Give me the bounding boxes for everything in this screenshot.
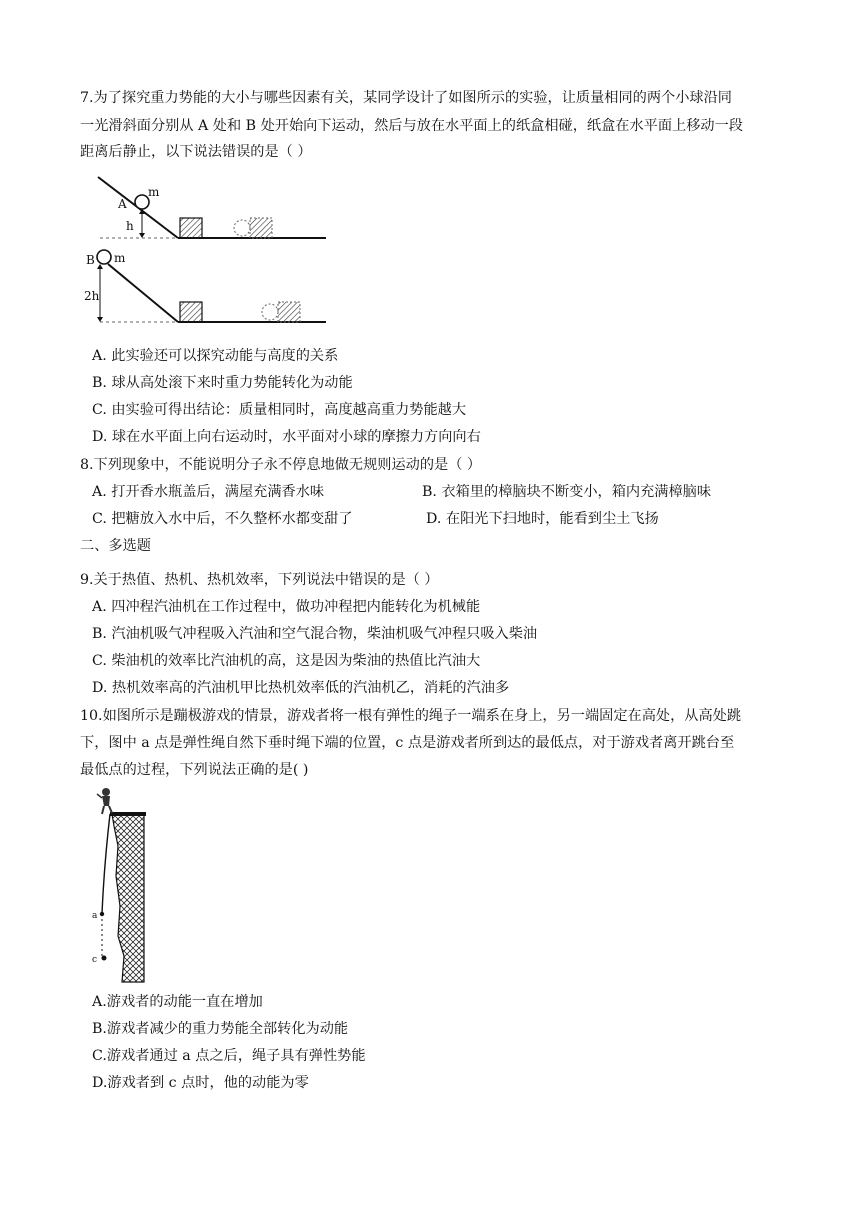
ramp-b: [84, 250, 326, 322]
q10-stem-line-1: 10.如图所示是蹦极游戏的情景，游戏者将一根有弹性的绳子一端系在身上，另一端固定在高处，从高处跳: [80, 708, 742, 724]
point-a: [100, 912, 104, 916]
q8-option-c[interactable]: C. 把糖放入水中后，不久整杯水都变甜了: [92, 511, 353, 527]
paper-box-a: [180, 218, 202, 238]
q10-option-a[interactable]: A.游戏者的动能一直在增加: [92, 994, 263, 1010]
q7-stem-line-1: 7.为了探究重力势能的大小与哪些因素有关，某同学设计了如图所示的实验，让质量相同的两个小球沿同: [80, 90, 732, 106]
q10-stem-line-2: 下，图中 a 点是弹性绳自然下垂时绳下端的位置，c 点是游戏者所到达的最低点，对于游戏者离开跳台至: [80, 735, 735, 751]
q7-stem-line-3: 距离后静止，以下说法错误的是（ ）: [80, 144, 312, 160]
q7-option-b[interactable]: B. 球从高处滚下来时重力势能转化为动能: [92, 375, 353, 391]
cliff: [112, 814, 144, 982]
q10-bungee-figure: [82, 786, 152, 986]
ramp-a: [98, 177, 326, 238]
label-2h: 2h: [84, 289, 100, 303]
q8-option-a[interactable]: A. 打开香水瓶盖后，满屋充满香水味: [92, 484, 325, 500]
bungee-rope: [102, 814, 110, 914]
jump-platform: [110, 812, 146, 816]
paper-box-a-moved: [250, 218, 272, 238]
q9-option-d[interactable]: D. 热机效率高的汽油机甲比热机效率低的汽油机乙，消耗的汽油多: [92, 680, 510, 696]
q10-option-b[interactable]: B.游戏者减少的重力势能全部转化为动能: [92, 1021, 349, 1037]
label-B: B: [86, 253, 95, 267]
q8-stem: 8.下列现象中，不能说明分子永不停息地做无规则运动的是（ ）: [80, 457, 482, 473]
q9-stem: 9.关于热值、热机、热机效率，下列说法中错误的是（ ）: [80, 572, 439, 588]
q8-option-d[interactable]: D. 在阳光下扫地时，能看到尘土飞扬: [426, 511, 659, 527]
q10-option-c[interactable]: C.游戏者通过 a 点之后，绳子具有弹性势能: [92, 1048, 366, 1064]
q7-option-a[interactable]: A. 此实验还可以探究动能与高度的关系: [92, 348, 339, 364]
paper-box-b: [180, 302, 202, 322]
label-m-1: m: [148, 185, 160, 199]
label-c: c: [92, 955, 98, 965]
section-title-multi-choice: 二、多选题: [80, 538, 151, 554]
q8-option-b[interactable]: B. 衣箱里的樟脑块不断变小，箱内充满樟脑味: [422, 484, 712, 500]
label-A: A: [118, 197, 127, 211]
q7-option-c[interactable]: C. 由实验可得出结论：质量相同时，高度越高重力势能越大: [92, 402, 467, 418]
label-h: h: [126, 219, 134, 233]
q7-figure: [82, 172, 334, 332]
ball-b: [97, 250, 111, 264]
label-m-2: m: [114, 251, 126, 265]
label-a: a: [92, 911, 98, 921]
q9-option-b[interactable]: B. 汽油机吸气冲程吸入汽油和空气混合物，柴油机吸气冲程只吸入柴油: [92, 626, 538, 642]
q10-option-d[interactable]: D.游戏者到 c 点时，他的动能为零: [92, 1075, 309, 1091]
paper-box-b-moved: [278, 302, 300, 322]
jumper-icon: [97, 788, 112, 814]
q10-stem-line-3: 最低点的过程，下列说法正确的是( ): [80, 762, 309, 778]
point-c: [102, 956, 107, 961]
q9-option-a[interactable]: A. 四冲程汽油机在工作过程中，做功冲程把内能转化为机械能: [92, 599, 481, 615]
q7-stem-line-2: 一光滑斜面分别从 A 处和 B 处开始向下运动，然后与放在水平面上的纸盒相碰，纸盒在水平面上移动一段: [80, 118, 743, 134]
q7-option-d[interactable]: D. 球在水平面上向右运动时，水平面对小球的摩擦力方向向右: [92, 429, 481, 445]
ball-a: [135, 195, 149, 209]
q9-option-c[interactable]: C. 柴油机的效率比汽油机的高，这是因为柴油的热值比汽油大: [92, 653, 481, 669]
